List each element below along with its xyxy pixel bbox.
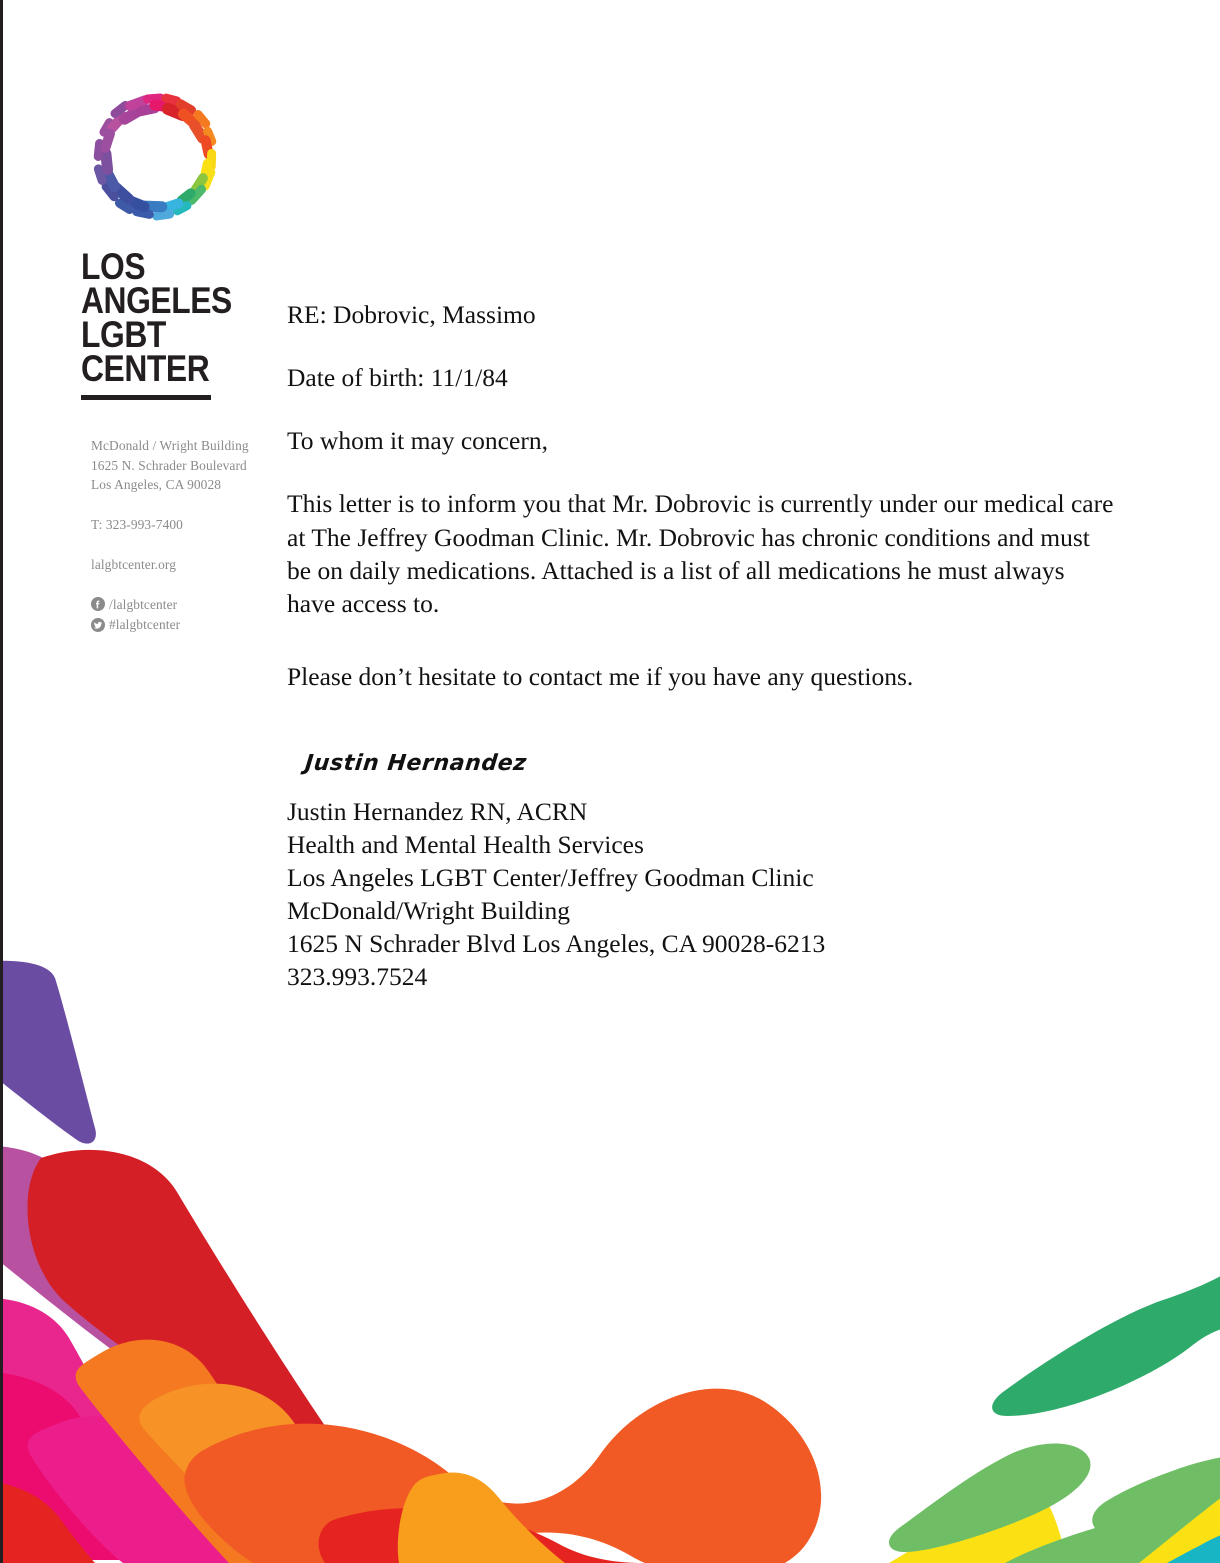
petal-orange-blob: [139, 1384, 415, 1563]
address-building: McDonald / Wright Building: [91, 438, 249, 453]
petal-orchid: [3, 1146, 161, 1373]
wordmark-line-1: LOS: [81, 246, 146, 287]
petal-green-stroke: [889, 1443, 1090, 1552]
petal-teal-corner: [1167, 1520, 1220, 1563]
petal-pink-deep: [3, 1371, 171, 1560]
date-of-birth-line: Date of birth: 11/1/84: [287, 363, 508, 393]
signer-building: McDonald/Wright Building: [287, 895, 570, 925]
closing-paragraph: Please don’t hesitate to contact me if you have any questions.: [287, 661, 914, 691]
social-twitter[interactable]: [91, 615, 311, 635]
signer-phone: 323.993.7524: [287, 961, 428, 991]
petal-red-corner: [3, 1480, 95, 1563]
twitter-handle: #lalgbtcenter: [109, 617, 181, 633]
phone-group: [91, 515, 311, 535]
facebook-handle: /lalgbtcenter: [109, 596, 178, 612]
lgbt-center-ring-logo-icon: [81, 82, 231, 232]
petal-purple: [3, 961, 96, 1144]
organization-wordmark: [81, 246, 262, 390]
salutation: To whom it may concern,: [287, 426, 548, 456]
wordmark-line-3: LGBT: [81, 314, 166, 356]
address-group: [91, 436, 311, 495]
signer-address: 1625 N Schrader Blvd Los Angeles, CA 90028-6213: [287, 928, 826, 958]
body-paragraph: This letter is to inform you that Mr. Dobrovic is currently under our medical care at The Jeffrey Goodman Clinic. Mr. Dobrovic has chronic conditions and must be on daily medications. Attached is a list of all medications he must always have access to.: [287, 489, 1114, 618]
wordmark-line-4: CENTER: [81, 348, 210, 390]
contact-details: [91, 436, 311, 636]
petal-orange-sweep: [177, 1463, 453, 1563]
phone-number: T: 323-993-7400: [91, 517, 183, 533]
signer-name-credentials: Justin Hernandez RN, ACRN: [287, 797, 588, 827]
petal-green-upper: [992, 1240, 1220, 1416]
letterhead: [81, 82, 291, 400]
social-facebook[interactable]: [91, 595, 311, 615]
social-group: [91, 595, 311, 635]
petal-yellow-triangle-a: [889, 1492, 1065, 1563]
petal-yellow-triangle-b: [1139, 1478, 1220, 1563]
website-link[interactable]: lalgbtcenter.org: [91, 556, 177, 572]
signature-block: [287, 796, 1117, 993]
address-street: 1625 N. Schrader Boulevard: [91, 457, 247, 473]
petal-amber-triangle: [398, 1472, 565, 1563]
petal-red-under: [319, 1508, 667, 1563]
re-line: RE: Dobrovic, Massimo: [287, 300, 536, 329]
facebook-icon: [91, 597, 105, 611]
petal-crimson-large: [28, 1150, 348, 1476]
petal-green-block: [1005, 1452, 1220, 1563]
wordmark-divider: [81, 395, 211, 400]
signer-organization: Los Angeles LGBT Center/Jeffrey Goodman Clinic: [287, 862, 814, 892]
petal-pink-bright: [28, 1416, 251, 1563]
handwritten-signature: Justin Hernandez: [303, 751, 529, 777]
signer-department: Health and Mental Health Services: [287, 830, 644, 860]
petal-orange-diagonal: [76, 1340, 363, 1563]
petal-orange-wing: [184, 1389, 821, 1563]
petal-magenta-upper: [3, 1298, 144, 1510]
address-city-state-zip: Los Angeles, CA 90028: [91, 477, 222, 493]
twitter-icon: [91, 618, 105, 632]
wordmark-line-2: ANGELES: [81, 280, 232, 322]
letter-body: [287, 298, 1117, 993]
website-group: [91, 555, 311, 575]
